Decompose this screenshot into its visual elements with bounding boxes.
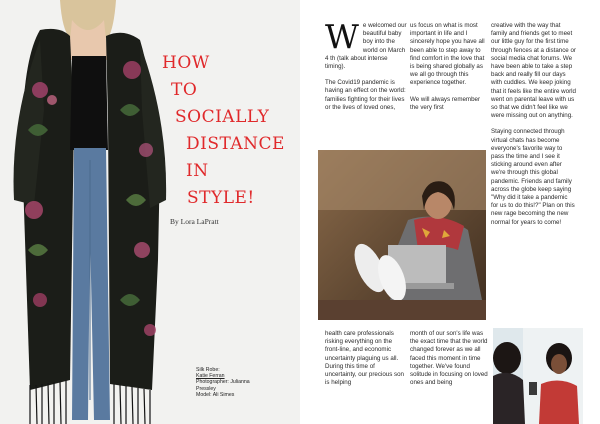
credit-line: Photographer: Julianna (196, 379, 250, 386)
article-column-2 (410, 22, 490, 120)
article-paragraph: creative with the way that family and friends get to meet our little guy for the first time through fences at a distance or social media chat forums. We have been able to take a step back and really fill our days with cuddles. We keep joking that it feels like the entire world went on parental leave with us so that we didn't feel like we were missing out on anything. (491, 22, 576, 120)
article-paragraph: We will always remember the very first (410, 95, 481, 111)
byline: By Lora LaPratt (170, 217, 219, 226)
article-paragraph: us focus on what is most important in life and I sincerely hope you have all been able to step away to find comfort in the love that is being shared globally as we all go through this experience together. (410, 22, 485, 87)
right-page (300, 0, 600, 424)
headline-line: TO (171, 80, 198, 100)
credit-line: Pressley (196, 385, 216, 392)
article-column-1 (325, 17, 407, 120)
article-paragraph: Staying connected through virtual chats has become everyone's favorite way to pass the time and I see it sticking around even after we're through this global pandemic. Friends and family across the globe keep saying "Why did it take a pandemic for us to do this!?" Plan on this new rage becoming the new normal for years to come! (491, 128, 575, 226)
headline-line: HOW (162, 53, 210, 73)
article-paragraph (325, 17, 407, 71)
women-video-chat-photo (493, 328, 583, 424)
article-headline (162, 50, 300, 212)
headline-line: DISTANCE (186, 134, 285, 154)
headline-line: SOCIALLY (175, 107, 270, 127)
credit-line: Katie Ferran (196, 373, 225, 380)
headline-line: IN (186, 161, 209, 181)
article-paragraph: month of our son's life was the exact time that the world changed forever as we all faced this moment in time together. We've found solitude in focusing on loved ones and being (410, 330, 488, 387)
woman-with-laptop-photo (318, 150, 486, 320)
drop-cap: W (325, 17, 359, 56)
credit-line: Silk Robe: (196, 367, 220, 373)
headline-line: STYLE! (187, 188, 255, 208)
article-column-5 (410, 330, 490, 395)
article-column-3 (491, 22, 576, 235)
article-column-4 (325, 330, 407, 395)
paragraph-text: e welcomed our beautiful baby boy into the world on March 4 th (talk about intense timing). (325, 22, 407, 71)
credit-line: Model: Ali Simes (196, 391, 235, 398)
article-paragraph: health care professionals risking everything on the front-line, and economic uncertainty plaguing us all. During this time of uncertainty, our precious son is helping (325, 330, 404, 387)
article-paragraph: The Covid19 pandemic is having an effect on the world: families fighting for their lives or the lives of loved ones, (325, 79, 406, 111)
photo-credits (196, 367, 296, 398)
